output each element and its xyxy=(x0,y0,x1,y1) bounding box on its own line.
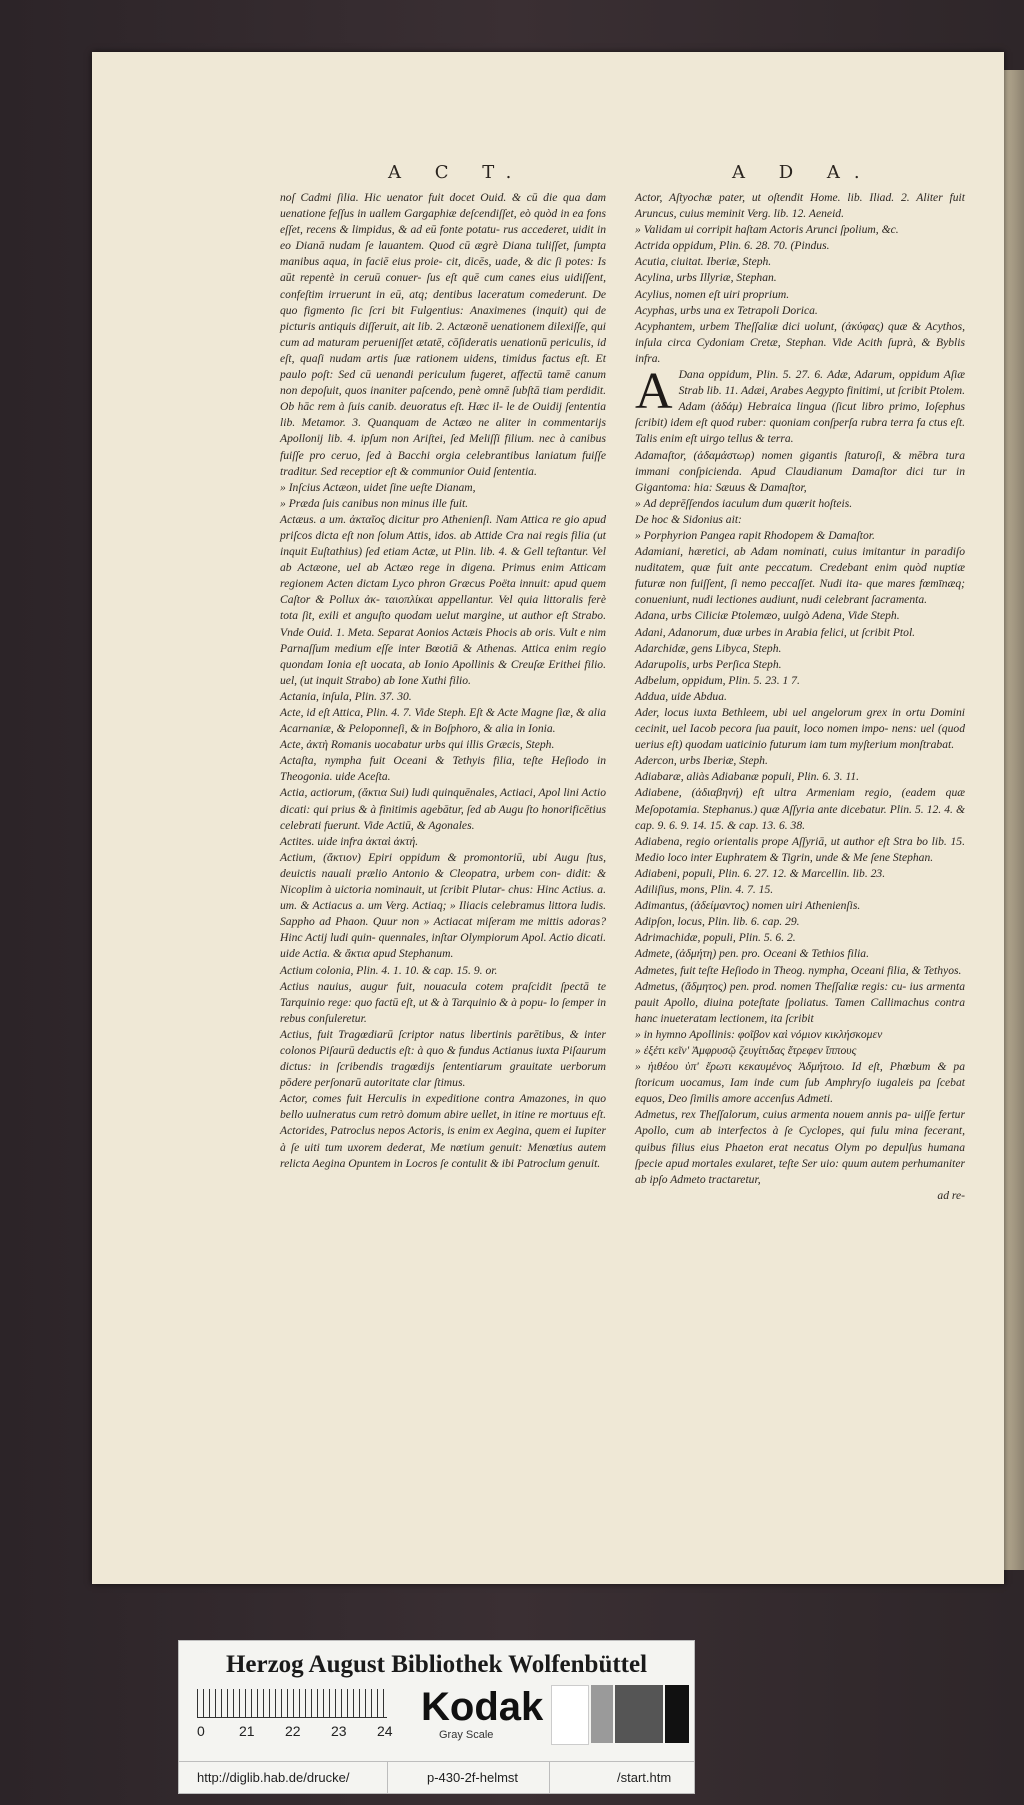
entry: Acte, id eſt Attica, Plin. 4. 7. Vide Steph. Eſt & Acte Magne ſiæ, & alia Acarnaniæ, & Peloponneſi, & in Boſphoro, & alia in Ionia. xyxy=(280,706,606,736)
kodak-logo: Kodak xyxy=(421,1685,544,1729)
entry: Adarupolis, urbs Perſica Steph. xyxy=(635,657,782,671)
entry: Adamiani, hæretici, ab Adam nominati, cuius imitantur in paradiſo nuditatem, quæ fuit ante peccatum. Credebant enim quòd nuptiæ futuræ non fuiſſent, ſi nemo peccaſſet. Nudi ita- que mares fœmīnæq; conueniunt, nudi lectiones audiunt, nudi celebrant ſacramenta. xyxy=(635,545,965,607)
gray-patch xyxy=(591,1685,613,1743)
entry: Adiabeni, populi, Plin. 6. 27. 12. & Marcellin. lib. 23. xyxy=(635,866,886,880)
black-patch xyxy=(665,1685,689,1743)
scale-number: 24 xyxy=(377,1723,393,1739)
entry: Admetes, fuit teſte Heſiodo in Theog. nympha, Oceani filia, & Tethyos. xyxy=(635,963,962,977)
entry: Actius, fuit Tragœdiarū ſcriptor natus libertinis parētibus, & inter colonos Piſaurū deductis eſt: à quo & fundus Actianus iuxta Piſaurum dictus: in ſcribendis tragœdijs ſententiarum grauitate uerborum pōdere perſonarū autoritate clar ſtimus. xyxy=(280,1027,606,1090)
drop-cap: A xyxy=(635,363,673,421)
entry: Adana, urbs Ciliciæ Ptolemæo, uulgò Adena, Vide Steph. xyxy=(635,609,900,623)
entry: Adiabene, (ἀδιαβηνή) eſt ultra Armeniam regio, (eadem quæ Meſopotamia. Stephanus.) quæ Aſſyria ante dicebatur. Plin. 5. 12. 4. & cap. 9. 6. 9. 14. 15. & cap. 13. 6. 38. xyxy=(635,786,965,832)
white-patch xyxy=(551,1685,589,1745)
entry: Adiliſius, mons, Plin. 4. 7. 15. xyxy=(635,883,774,897)
color-calibration-bar xyxy=(178,1640,695,1794)
shelfmark: p-430-2f-helmst xyxy=(427,1770,519,1785)
dark-gray-patch xyxy=(615,1685,663,1743)
entry: » Ad deprēſſendos iaculum dum quærit hoſteis. xyxy=(635,496,853,510)
entry: Actius nauius, augur fuit, nouacula cotem praſcidit ſpectā te Tarquinio rege: quo factū eſt, ut & à Tarquinio & à popu- lo ſemper in rebus conſuleretur. xyxy=(280,979,606,1025)
entry: » ἠιθέου ὑπ' ἔρωτι κεκαυμένος Ἀδμήτοιο. Id eſt, Phœbum & pa ſtoricum uocamus, Iam inde cum ſub Amphryſo iugaleis pa ſcebat equos, Deo ſimilis amore accenſus Admeti. xyxy=(635,1060,965,1106)
entry: noſ Cadmi ſilia. Hic uenator fuit docet Ouid. & cū die qua dam uenatione feſſus in uallem Gargaphiæ deſcendiſſet, eò quòd in ea fons eſſet, recens & limpidus, & ad eū fonte potatu- rus accederet, uidit in eo Dianā nudam ſe lauantem. Quod cū ægrè Diana tuliſſet, ſumpta manibus aqua, in faciē eius proie- cit, dicēs, uade, & dic ſi potes: Is aūt repentè in ceruū conuer- ſus eſt quē cum canes eius uidiſſent, confeſtim irruerunt in eū, atq; dentibus laceratum comederunt. De quo figmento ſic ſcri bit Fulgentius: Anaximenes (inquit) qui de picturis antiquis diſſeruit, ait lib. 2. Actæonē uenationem dilexiſſe, qui cum ad maturam perueniſſet ætatē, cōſideratis uenationū periculis, id eſt, quaſi nudam artis ſuæ rationem uidens, timidus factus eſt. Et paulo poſt: Sed cū uenandi periculum fugeret, affectū tamē canum non depoſuit, quos inaniter paſcendo, penè omnē ſubſtā tiam perdidit. Ob hāc rem à ſuis canib. deuoratus eſt. Hæc il- le de Ouidij ſententia lib. Metamor. 3. Quanquam de Actæo ne aliter in commentarijs Apollonij lib. 4. ipſum non Ariſtei, ſed Meliſſi filium. nec à canibus fuiſſe pro ceruo, ſed à Bacchi orgia celebrantibus laniatum fuiſſe traditur. Sed receptior eſt & communior Ouid ſententia. xyxy=(280,191,606,478)
entry: Adrimachidæ, populi, Plin. 5. 6. 2. xyxy=(635,931,796,945)
entry: » Validam ui corripit haſtam Actoris Arunci ſpolium, &c. xyxy=(635,223,899,237)
entry: Actania, inſula, Plin. 37. 30. xyxy=(280,689,412,703)
start-link: /start.htm xyxy=(617,1770,672,1785)
entry: Adipſon, locus, Plin. lib. 6. cap. 29. xyxy=(635,915,800,929)
entry: Actites. uide infra ἀκταὶ ἀκτή. xyxy=(280,834,419,848)
scale-ruler xyxy=(197,1689,387,1718)
entry: Admetus, rex Theſſalorum, cuius armenta nouem annis pa- uiſſe fertur Apollo, cum ab interfectos à ſe Cyclopes, qui fulu mina fecerant, quibus filius eius Phaeton erat necatus Olym po depulſus humana ſpecie apud mortales exularet, teſte Ser uio: quum autem perhumaniter ab ipſo Admeto tractaretur, xyxy=(635,1108,965,1186)
entry: Actæus. a um. ἀκταῖος dicitur pro Athenienſi. Nam Attica re gio apud priſcos dicta eſt non ſolum Attis, idos. ab Attide Cra nai regis filia (ut inquit Euſtathius) ſed etiam Actæ, ut Plin. lib. 4. & Gell teſtantur. Vel ab Actæone, uel ab Actæo rege in digena. Primus enim Atticam regionem Acten dictam Lyco phron Græcus Poëta innuit: apud quem Caſtor & Pollux ἀκ- ταιοπλίκαι appellantur. Vel quia littoralis ferè tota ſit, exili et anguſto quodam uelut margine, ut author eſt Strabo. Vnde Ouid. 1. Meta. Separat Aonios Actæis Phocis ab oris. Vult e nim Parnaſſum medium eſſe inter Bœotiā & Athenas. Attica enim regio quondam Ionia eſt uocata, ab Ionio Apollinis & Creuſæ Erithei filio. uel, (ut inquit Strabo) ab Ione Xuthi filio. xyxy=(280,512,606,687)
entry-dana xyxy=(635,363,965,421)
entry: Actia, actiorum, (ἄκτια Sui) ludi quinquēnales, Actiaci, Apol lini Actio dicati: qui prius & à finitimis agebātur, ſed ab Augu ſto honorificētius celebrati fuerunt. Vide Actiū, & Agonales. xyxy=(280,786,606,832)
entry: Acutia, ciuitat. Iberiæ, Steph. xyxy=(635,255,772,269)
next-page-edge xyxy=(1004,70,1024,1570)
library-name: Herzog August Bibliothek Wolfenbüttel xyxy=(225,1651,648,1678)
entry: » in hymno Apollinis: φοῖβον καὶ νόμιον κικλήσκομεν xyxy=(635,1027,883,1041)
running-head-right: A D A. xyxy=(732,162,874,183)
entry: De hoc & Sidonius ait: xyxy=(635,512,742,526)
entry: Actaſta, nympha fuit Oceani & Tethyis filia, teſte Heſiodo in Theogonia. uide Aceſta. xyxy=(280,754,606,784)
entry: Admetus, (ἄδμητος) pen. prod. nomen Theſſaliæ regis: cu- ius armenta pauit Apollo, diuina poteſtate ſpoliatus. Tamen Callimachus contra hanc inueteratam lectionem, ita ſcribit xyxy=(635,979,965,1025)
left-text-column xyxy=(280,190,606,1172)
scale-number: 0 xyxy=(197,1723,205,1739)
entry: Adbelum, oppidum, Plin. 5. 23. 1 7. xyxy=(635,673,800,687)
entry: Adam (ἀδάμ) Hebraica lingua (ſicut libro primo, Ioſephus ſcribit) idem eſt quod ruber: quoniam conſperſa rubra terra fa ctus eſt. Talis enim eſt uirgo tellus & terra. xyxy=(635,400,965,446)
scale-number: 21 xyxy=(239,1723,255,1739)
scale-number: 22 xyxy=(285,1723,301,1739)
source-url: http://diglib.hab.de/drucke/ xyxy=(197,1770,350,1785)
entry: Adiabaræ, aliàs Adiabanæ populi, Plin. 6. 3. 11. xyxy=(635,770,860,784)
entry: Adamaſtor, (ἀδαμάστωρ) nomen gigantis ſtaturoſi, & mēbra tura immani conſpicienda. Apud Claudianum Damaſtor dici tur in Gigantoma: hia: Sæuus & Damaſtor, xyxy=(635,448,965,494)
entry: » ἐξέτι κεῖν' Ἀμφρυσῷ ζευγίτιδας ἔτρεφεν ἵππους xyxy=(635,1043,857,1057)
running-head-left: A C T. xyxy=(388,162,526,183)
entry: Actium, (ἄκτιον) Epiri oppidum & promontoriū, ubi Augu ſtus, deuictis nauali prælio Antonio & Cleopatra, urbem con- didit: & Nicoplim à uictoria nominauit, ut ſcribit Plutar- chus: Hinc Actius. a. um. & Actiacus a. um Verg. Actiaq; » Iliacis celebramus littora ludis. Sappho ad Phaon. Quur non » Actiacat miſeram me mittis adoras? Hinc Actij ludi quin- quennales, inſtar Olympiorum Apol. Actio dicati. uide Actia. & ἄκτια apud Stephanum. xyxy=(280,850,606,961)
entry: » Præda ſuis canibus non minus ille fuit. xyxy=(280,496,469,510)
entry: Admete, (ἀδμήτη) pen. pro. Oceani & Tethios filia. xyxy=(635,947,869,961)
entry: Acyphantem, urbem Theſſaliæ dici uolunt, (ἀκύφας) quæ & Acythos, inſula circa Cydoniam Cretæ, Stephan. Vide Acith ſuprà, & Byblis infra. xyxy=(635,319,965,365)
entry: Ader, locus iuxta Bethleem, ubi uel angelorum grex in ortu Domini cecinit, uel Iacob pecora ſua pauit, loco nomen impo- nens: uel (quod uerius eſt) quodam uaticinio futurum iam tum myſterium monſtrabat. xyxy=(635,706,965,752)
entry: Actium colonia, Plin. 4. 1. 10. & cap. 15. 9. or. xyxy=(280,963,498,977)
entry: » Inſcius Actæon, uidet ſine ueſte Dianam, xyxy=(280,480,476,494)
right-text-column xyxy=(635,190,965,1204)
entry: Acylius, nomen eſt uiri proprium. xyxy=(635,287,790,301)
entry: Adarchidæ, gens Libyca, Steph. xyxy=(635,641,782,655)
catchword: ad re- xyxy=(937,1188,965,1202)
entry: Adani, Adanorum, duæ urbes in Arabia felici, ut ſcribit Ptol. xyxy=(635,625,916,639)
entry: Addua, uide Abdua. xyxy=(635,689,727,703)
entry: Acylina, urbs Illyriæ, Stephan. xyxy=(635,271,777,285)
entry: Actor, comes fuit Herculis in expeditione contra Amazones, in quo bello uulneratus cum retrò domum abire uellet, in itine re mortuus eſt. Actorides, Patroclus nepos Actoris, is enim ex Aegina, quem ei Iupiter à ſe uiti tum uxorem dederat, Me nœtium genuit: Menœtius autem relicta Aegina Opuntem in Locros ſe contulit & ibi Patroclum genuit. xyxy=(280,1092,606,1170)
bar-footer xyxy=(179,1761,694,1794)
entry: » Porphyrion Pangea rapit Rhodopem & Damaſtor. xyxy=(635,528,875,542)
entry: Adimantus, (ἀδείμαντος) nomen uiri Athenienſis. xyxy=(635,899,861,913)
entry: Acte, ἀκτὴ Romanis uocabatur urbs qui illis Græcis, Steph. xyxy=(280,738,555,752)
entry: Actrida oppidum, Plin. 6. 28. 70. (Pindus. xyxy=(635,239,830,253)
entry: Dana oppidum, Plin. 5. 27. 6. Adæ, Adarum, oppidum Aſiæ Strab lib. 11. Adæi, Arabes Aegypto finitimi, ut ſcribit Ptolem. xyxy=(678,368,965,398)
entry: Adiabena, regio orientalis prope Aſſyriā, ut author eſt Stra bo lib. 15. Medio loco inter Euphratem & Tigrin, unde & Me ſene Stephan. xyxy=(635,834,965,864)
gray-scale-label: Gray Scale xyxy=(439,1729,494,1741)
entry: Actor, Aſtyochæ pater, ut oſtendit Home. lib. Iliad. 2. Aliter fuit Aruncus, cuius meminit Verg. lib. 12. Aeneid. xyxy=(635,191,965,221)
entry: Acyphas, urbs una ex Tetrapoli Dorica. xyxy=(635,303,818,317)
entry: Adercon, urbs Iberiæ, Steph. xyxy=(635,754,768,768)
scale-number: 23 xyxy=(331,1723,347,1739)
